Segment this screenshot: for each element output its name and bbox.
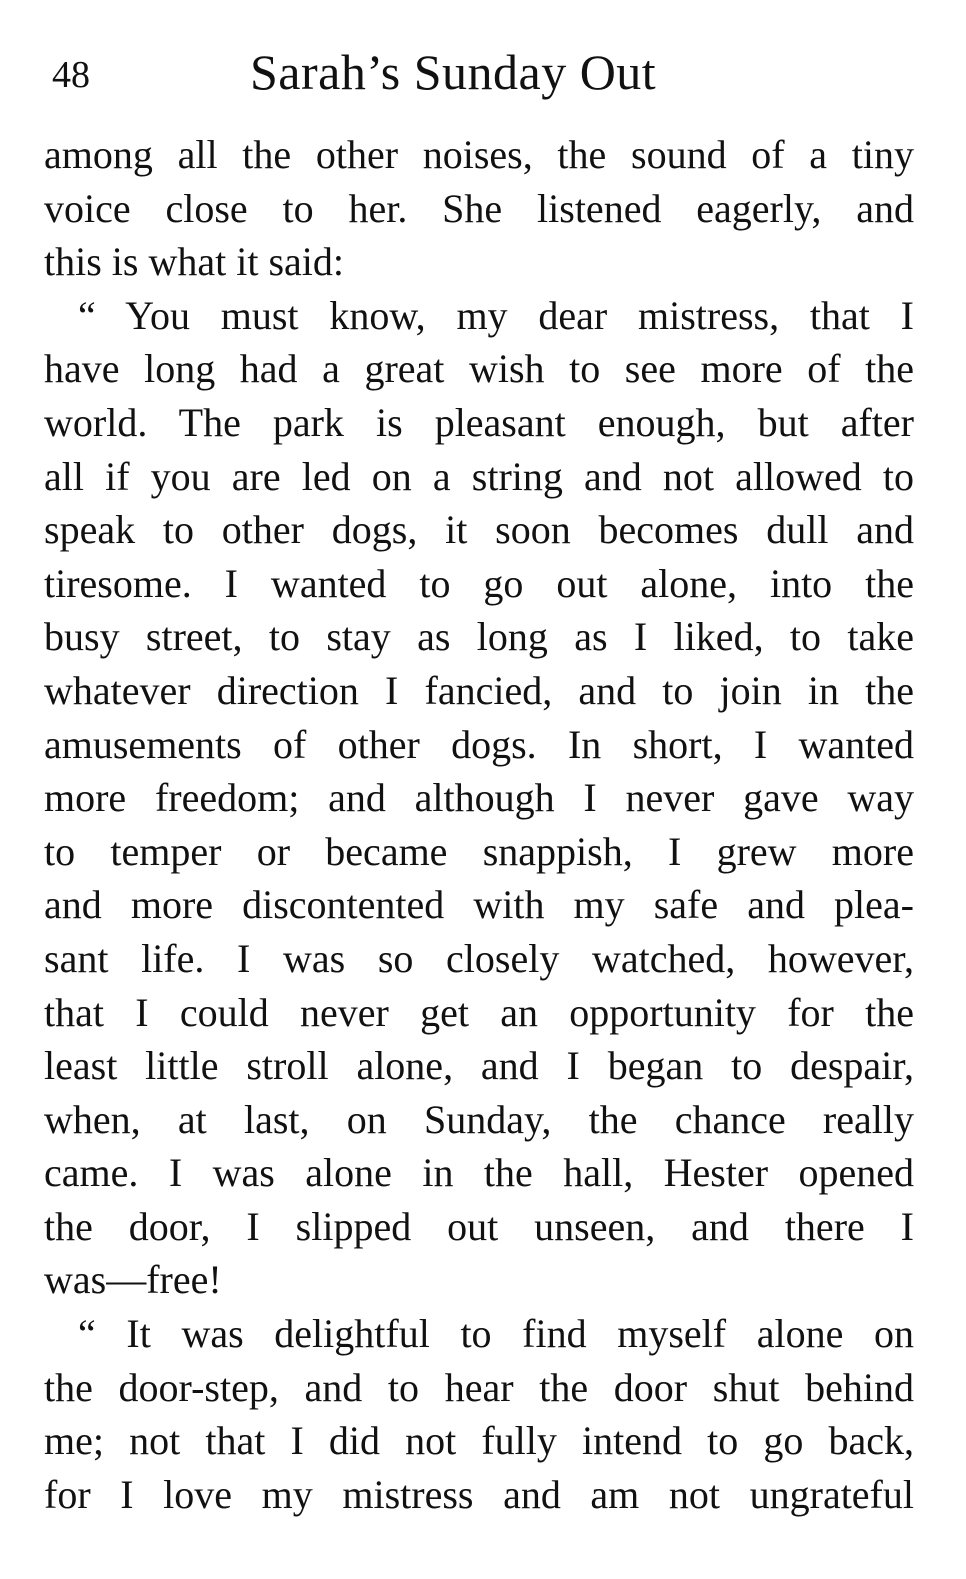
text-line: world. The park is pleasant enough, but after <box>44 399 914 445</box>
text-line: the door-step, and to hear the door shut behind <box>44 1364 914 1410</box>
text-line: when, at last, on Sunday, the chance really <box>44 1096 914 1142</box>
page-header <box>44 30 914 110</box>
text-line: speak to other dogs, it soon becomes dull and <box>44 507 914 553</box>
text-line: busy street, to stay as long as I liked, to take <box>44 614 914 660</box>
text-line: and more discontented with my safe and plea- <box>44 882 914 928</box>
page-number: 48 <box>52 54 90 96</box>
text-line: amusements of other dogs. In short, I wanted <box>44 721 914 767</box>
text-line: more freedom; and although I never gave way <box>44 775 914 821</box>
text-line: least little stroll alone, and I began to despair, <box>44 1043 914 1089</box>
text-line: that I could never get an opportunity for the <box>44 989 914 1035</box>
body-text <box>44 128 914 1521</box>
running-title: Sarah’s Sunday Out <box>250 44 657 100</box>
text-line: among all the other noises, the sound of a tiny <box>44 132 914 177</box>
text-line: “ You must know, my dear mistress, that I <box>78 292 914 338</box>
text-line: the door, I slipped out unseen, and there I <box>44 1203 914 1249</box>
text-line: came. I was alone in the hall, Hester opened <box>44 1150 914 1196</box>
text-line: whatever direction I fancied, and to join in the <box>44 667 914 713</box>
text-line: for I love my mistress and am not ungrateful <box>44 1471 914 1517</box>
text-line: was—free! <box>44 1257 222 1303</box>
text-line: all if you are led on a string and not allowed to <box>44 453 914 499</box>
text-line: this is what it said: <box>44 239 344 285</box>
text-line: tiresome. I wanted to go out alone, into the <box>44 560 914 606</box>
text-line: have long had a great wish to see more of the <box>44 346 914 392</box>
text-line: “ It was delightful to find myself alone on <box>78 1311 914 1357</box>
text-line: to temper or became snappish, I grew more <box>44 828 914 874</box>
text-line: sant life. I was so closely watched, however, <box>44 935 914 981</box>
text-line: me; not that I did not fully intend to go back, <box>44 1418 914 1464</box>
text-line: voice close to her. She listened eagerly, and <box>44 185 914 231</box>
